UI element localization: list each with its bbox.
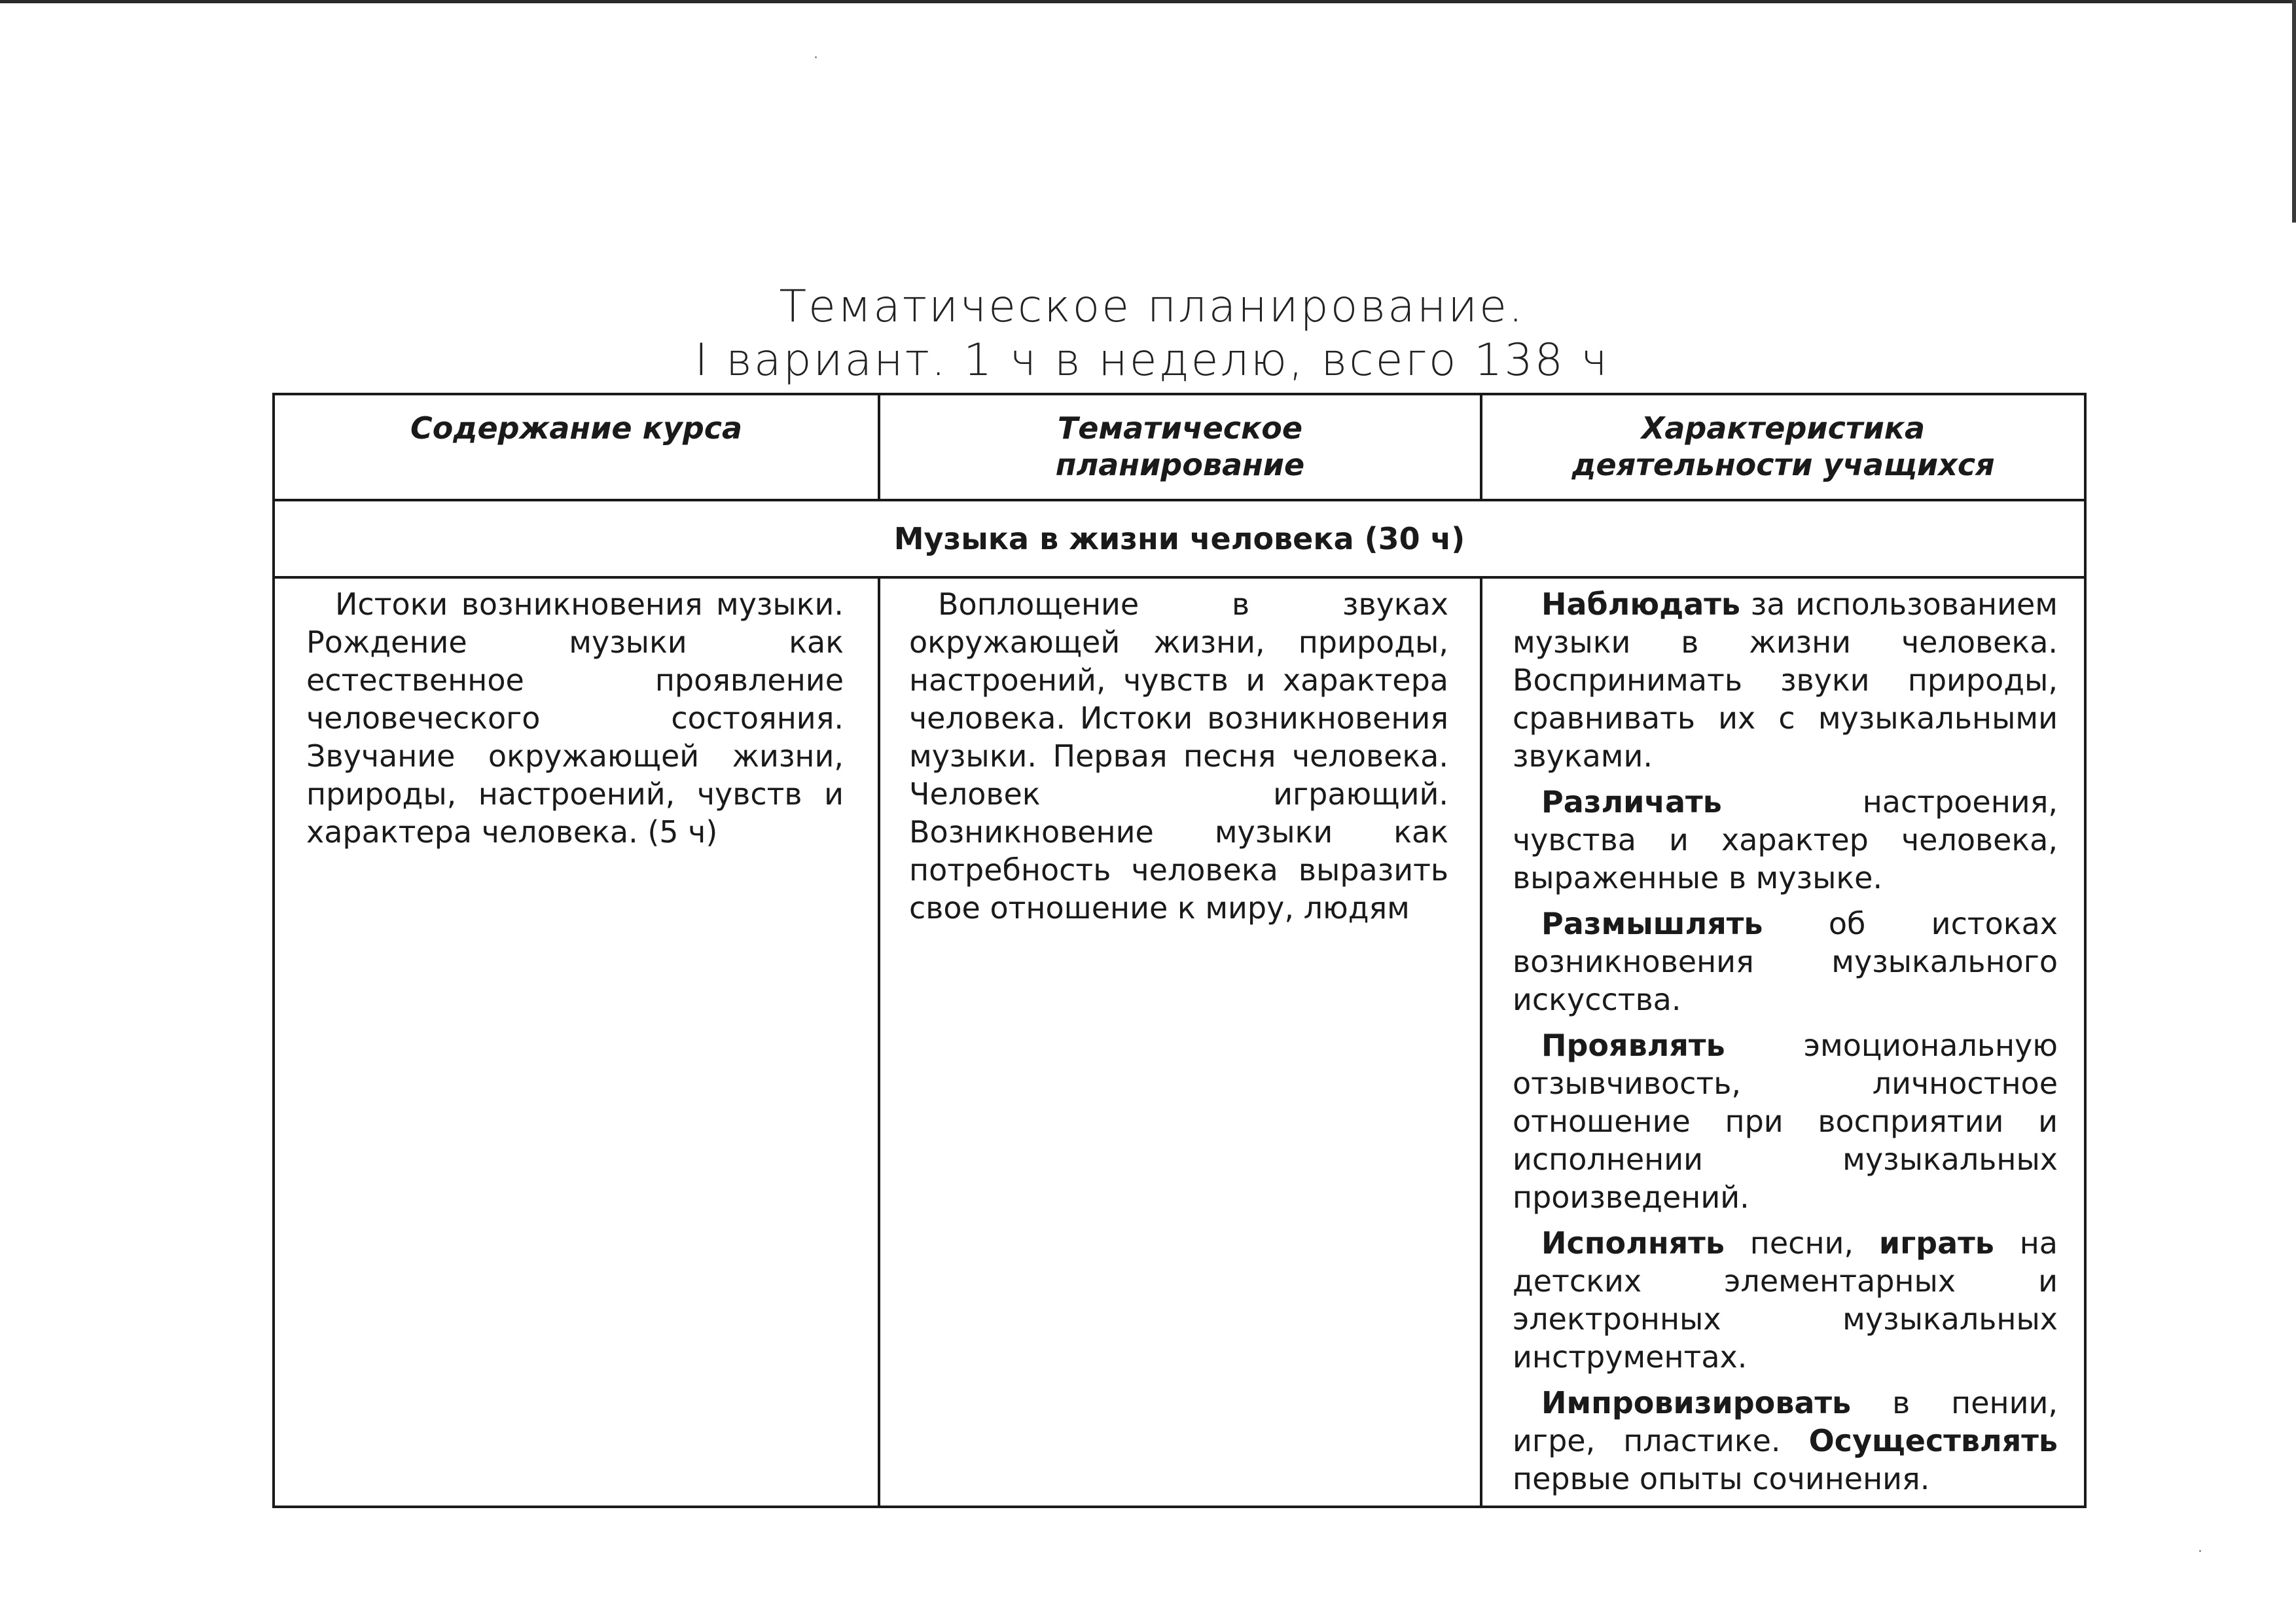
activity-paragraph: Наблюдать за использованием музыки в жизни человека. Воспринимать звуки природы, сравнивать их с музыкальными звуками. bbox=[1513, 586, 2058, 774]
section-row bbox=[274, 500, 2085, 577]
scan-speck bbox=[2199, 1550, 2201, 1552]
activity-paragraph: Импровизировать в пении, игре, пластике. Осуществлять первые опыты сочинения. bbox=[1513, 1385, 2058, 1496]
header-course-content: Содержание курса bbox=[274, 394, 879, 500]
title-line-1: Тематическое планирование. bbox=[779, 281, 1525, 333]
activities-cell bbox=[1481, 577, 2085, 1507]
course-content-cell: Истоки возникновения музыки. Рождение музыки как естественное проявление человеческого состояния. Звучание окружающей жизни, природы, настроений, чувств и характера человека. (5 ч) bbox=[274, 577, 879, 1507]
header-thematic-planning: Тематическое планирование bbox=[879, 394, 1481, 500]
activity-paragraph: Исполнять песни, играть на детских элементарных и электронных музыкальных инструментах. bbox=[1513, 1225, 2058, 1375]
scan-speck bbox=[815, 56, 817, 58]
activity-paragraph: Размышлять об истоках возникновения музыкального искусства. bbox=[1513, 906, 2058, 1017]
header-student-activities: Характеристика деятельности учащихся bbox=[1481, 394, 2085, 500]
activity-paragraph: Различать настроения, чувства и характер человека, выраженные в музыке. bbox=[1513, 784, 2058, 895]
table-header-row bbox=[274, 394, 2085, 500]
scan-right-edge bbox=[2292, 0, 2296, 223]
page-title bbox=[275, 280, 2029, 388]
table-body-row bbox=[274, 577, 2085, 1507]
title-line-2: I вариант. 1 ч в неделю, всего 138 ч bbox=[694, 334, 1609, 386]
planning-table bbox=[272, 393, 2087, 1508]
section-title: Музыка в жизни человека (30 ч) bbox=[274, 500, 2085, 577]
thematic-planning-cell: Воплощение в звуках окружающей жизни, природы, настроений, чувств и характера человека. Истоки возникновения музыки. Первая песня человека. Человек играющий. Возникновение музыки как потребность человека выразить свое отношение к миру, людям bbox=[879, 577, 1481, 1507]
activity-paragraph: Проявлять эмоциональную отзывчивость, личностное отношение при восприятии и исполнении музыкальных произведений. bbox=[1513, 1028, 2058, 1215]
scan-top-edge bbox=[0, 0, 2296, 3]
